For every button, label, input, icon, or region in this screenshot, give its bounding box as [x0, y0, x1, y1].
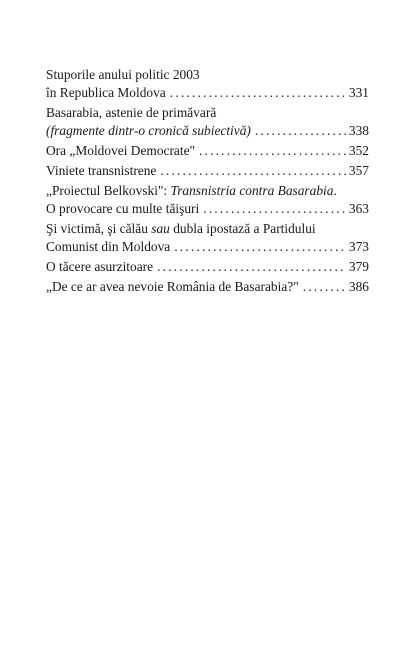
- toc-entry-leader-line: [46, 122, 369, 140]
- table-of-contents: [46, 66, 369, 296]
- toc-entry-subtitle: (fragmente dintr-o cronică subiectivă): [46, 123, 251, 138]
- toc-title-segment: „Proiectul Belkovski":: [46, 183, 171, 198]
- toc-entry-leader-line: [46, 142, 369, 160]
- dot-leader: [303, 278, 346, 296]
- toc-entry-title-line: O tăcere asurzitoare: [46, 259, 154, 274]
- toc-entry-leader-line: [46, 84, 369, 102]
- toc-entry-title-line: [46, 220, 369, 238]
- toc-entry-title-line: în Republica Moldova: [46, 85, 166, 100]
- toc-entry: [46, 258, 369, 276]
- dot-leader: [203, 200, 346, 218]
- toc-page-number: 357: [348, 163, 369, 178]
- toc-page-number: 352: [348, 143, 369, 158]
- toc-entry-leader-line: [46, 238, 369, 256]
- toc-title-italic-segment: Transnistria contra Basarabia: [170, 183, 334, 198]
- toc-page-number: 331: [348, 85, 369, 100]
- toc-entry-title-line: Viniete transnistrene: [46, 163, 157, 178]
- toc-title-segment: Şi victimă, şi călău: [46, 221, 152, 236]
- toc-entry-title-line: Ora „Moldovei Democrate": [46, 143, 195, 158]
- toc-title-segment: dubla ipostază a Partidului: [169, 221, 316, 236]
- toc-page-number: 363: [348, 201, 369, 216]
- dot-leader: [174, 238, 346, 256]
- dot-leader: [157, 258, 346, 276]
- toc-entry-title-line: „De ce ar avea nevoie România de Basarabia?": [46, 279, 299, 294]
- toc-entry: [46, 278, 369, 296]
- toc-page-number: 338: [348, 123, 369, 138]
- toc-entry-leader-line: [46, 200, 369, 218]
- toc-entry-title-line: Stuporile anului politic 2003: [46, 67, 200, 82]
- toc-entry-title-line: [46, 182, 369, 200]
- dot-leader: [199, 142, 346, 160]
- toc-entry-leader-line: [46, 258, 369, 276]
- toc-entry: [46, 162, 369, 180]
- toc-entry: [46, 220, 369, 256]
- toc-page-number: 373: [348, 239, 369, 254]
- toc-title-segment: .: [333, 183, 337, 198]
- toc-page-number: 379: [348, 259, 369, 274]
- toc-entry-title-line: Comunist din Moldova: [46, 239, 171, 254]
- toc-entry: [46, 182, 369, 218]
- toc-entry-leader-line: [46, 278, 369, 296]
- toc-entry-title-line: Basarabia, astenie de primăvară: [46, 105, 217, 120]
- toc-entry: [46, 104, 369, 140]
- dot-leader: [160, 162, 346, 180]
- dot-leader: [170, 84, 346, 102]
- toc-entry-title-line: O provocare cu multe tăişuri: [46, 201, 200, 216]
- toc-title-italic-segment: sau: [151, 221, 170, 236]
- toc-page-number: 386: [348, 279, 369, 294]
- dot-leader: [255, 122, 346, 140]
- toc-entry-leader-line: [46, 162, 369, 180]
- toc-entry: [46, 142, 369, 160]
- toc-entry: [46, 66, 369, 102]
